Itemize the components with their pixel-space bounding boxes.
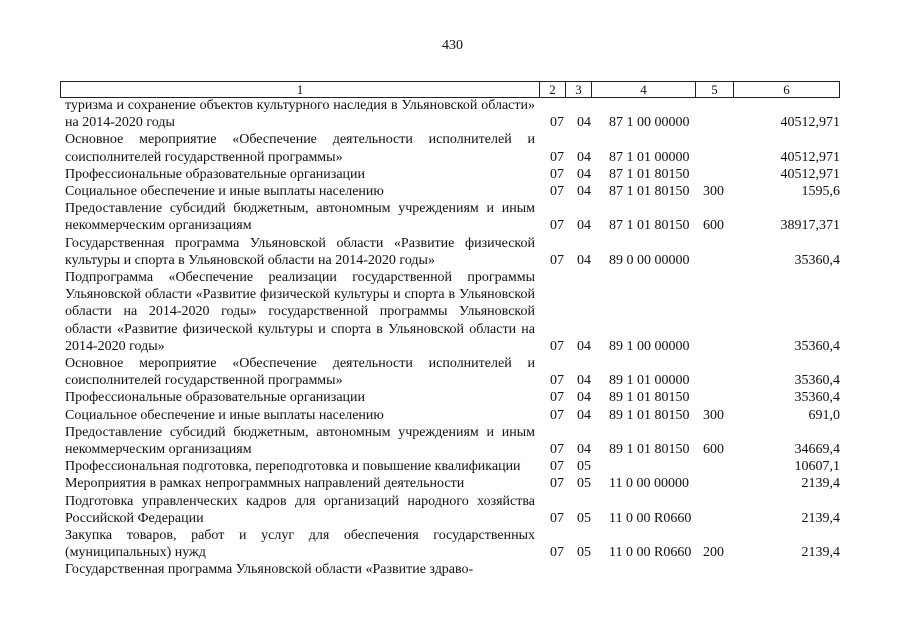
table-body [60, 97, 840, 579]
row-description: Профессиональные образовательные организации [65, 390, 366, 406]
header-col-5: 5 [696, 82, 734, 97]
amount: 691,0 [808, 407, 840, 423]
amount: 35360,4 [794, 373, 840, 389]
subsection-code: 04 [577, 184, 591, 200]
section-code: 07 [550, 218, 564, 234]
table-row [60, 561, 840, 578]
header-col-3: 3 [566, 82, 592, 97]
table-row [60, 166, 840, 183]
section-code: 07 [550, 166, 564, 182]
subsection-code: 04 [577, 252, 591, 268]
row-values [60, 407, 840, 424]
subsection-code: 05 [577, 459, 591, 475]
amount: 35360,4 [794, 252, 840, 268]
header-col-6: 6 [783, 82, 790, 97]
row-description: Основное мероприятие «Обеспечение деятельности исполнителей и соисполнителей государственной программы» [65, 356, 535, 389]
row-description: Мероприятия в рамках непрограммных направлений деятельности [65, 476, 465, 492]
target-article-code: 89 1 01 80150 [609, 407, 690, 423]
target-article-code: 89 1 01 80150 [609, 390, 690, 406]
target-article-code: 11 0 00 R0660 [609, 510, 692, 526]
row-description: Профессиональная подготовка, переподготовка и повышение квалификации [65, 459, 521, 475]
subsection-code: 04 [577, 115, 591, 131]
amount: 35360,4 [794, 338, 840, 354]
section-code: 07 [550, 545, 564, 561]
amount: 1595,6 [801, 184, 840, 200]
row-description: Социальное обеспечение и иные выплаты населению [65, 184, 384, 200]
amount: 2139,4 [801, 510, 840, 526]
row-values [60, 252, 840, 269]
row-description: Основное мероприятие «Обеспечение деятельности исполнителей и соисполнителей государственной программы» [65, 132, 535, 165]
row-values [60, 510, 840, 527]
row-description: туризма и сохранение объектов культурного наследия в Ульяновской области» на 2014-2020 годы [65, 98, 535, 131]
table-row [60, 475, 840, 492]
section-code: 07 [550, 338, 564, 354]
section-code: 07 [550, 476, 564, 492]
amount: 10607,1 [794, 459, 840, 475]
section-code: 07 [550, 373, 564, 389]
target-article-code: 89 0 00 00000 [609, 252, 690, 268]
target-article-code: 11 0 00 R0660 [609, 545, 692, 561]
row-description: Социальное обеспечение и иные выплаты населению [65, 407, 384, 423]
target-article-code: 87 1 01 80150 [609, 166, 690, 182]
target-article-code: 87 1 01 80150 [609, 184, 690, 200]
amount: 40512,971 [780, 166, 840, 182]
target-article-code: 87 1 01 00000 [609, 149, 690, 165]
table-row [60, 269, 840, 355]
target-article-code: 87 1 00 00000 [609, 115, 690, 131]
section-code: 07 [550, 407, 564, 423]
target-article-code: 89 1 01 80150 [609, 442, 690, 458]
header-col-1: 1 [61, 82, 540, 97]
section-code: 07 [550, 390, 564, 406]
amount: 2139,4 [801, 545, 840, 561]
subsection-code: 05 [577, 476, 591, 492]
row-description: Предоставление субсидий бюджетным, автономным учреждениям и иным некоммерческим организациям [65, 201, 535, 234]
subsection-code: 04 [577, 218, 591, 234]
amount: 40512,971 [780, 115, 840, 131]
amount: 34669,4 [794, 442, 840, 458]
subsection-code: 05 [577, 510, 591, 526]
subsection-code: 04 [577, 390, 591, 406]
expense-type-code: 600 [703, 442, 724, 458]
amount: 2139,4 [801, 476, 840, 492]
row-values [60, 475, 840, 492]
table-row [60, 407, 840, 424]
section-code: 07 [550, 459, 564, 475]
table-row [60, 183, 840, 200]
row-values [60, 544, 840, 561]
row-values [60, 183, 840, 200]
row-description: Закупка товаров, работ и услуг для обеспечения государственных (муниципальных) нужд [65, 528, 535, 561]
expense-type-code: 600 [703, 218, 724, 234]
target-article-code: 11 0 00 00000 [609, 476, 689, 492]
table-row [60, 355, 840, 389]
table-row [60, 389, 840, 406]
row-values [60, 372, 840, 389]
row-description: Подготовка управленческих кадров для организаций народного хозяйства Российской Федерации [65, 493, 535, 526]
table-row [60, 527, 840, 561]
subsection-code: 04 [577, 166, 591, 182]
target-article-code: 89 1 01 00000 [609, 373, 690, 389]
row-values [60, 217, 840, 234]
target-article-code: 89 1 00 00000 [609, 338, 690, 354]
expense-type-code: 300 [703, 184, 724, 200]
table-row [60, 131, 840, 165]
row-values [60, 458, 840, 475]
amount: 40512,971 [780, 149, 840, 165]
table-row [60, 235, 840, 269]
page-number: 430 [442, 38, 463, 53]
subsection-code: 04 [577, 442, 591, 458]
subsection-code: 04 [577, 373, 591, 389]
table-header [60, 81, 840, 98]
section-code: 07 [550, 115, 564, 131]
subsection-code: 04 [577, 407, 591, 423]
row-description: Подпрограмма «Обеспечение реализации государственной программы Ульяновской области «Развитие физической культуры и спорта в Ульяновской области на 2014-2020 годы» государственной программы Ульяновской области «Развитие физической культуры и спорта в Ульяновской области на 2014-2020 годы» [65, 270, 535, 354]
target-article-code: 87 1 01 80150 [609, 218, 690, 234]
table-row [60, 424, 840, 458]
row-values [60, 166, 840, 183]
section-code: 07 [550, 510, 564, 526]
subsection-code: 05 [577, 545, 591, 561]
expense-type-code: 300 [703, 407, 724, 423]
row-description: Профессиональные образовательные организации [65, 166, 366, 182]
row-values [60, 389, 840, 406]
header-col-4: 4 [592, 82, 696, 97]
section-code: 07 [550, 184, 564, 200]
row-description: Предоставление субсидий бюджетным, автономным учреждениям и иным некоммерческим организациям [65, 424, 535, 458]
subsection-code: 04 [577, 149, 591, 165]
section-code: 07 [550, 149, 564, 165]
amount: 35360,4 [794, 390, 840, 406]
row-values [60, 149, 840, 166]
table-row [60, 200, 840, 234]
row-values [60, 114, 840, 131]
row-values [60, 441, 840, 458]
header-col-2: 2 [540, 82, 566, 97]
row-description: Государственная программа Ульяновской области «Развитие физической культуры и спорта в Ульяновской области на 2014-2020 годы» [65, 235, 535, 268]
row-description: Государственная программа Ульяновской области «Развитие здраво- [65, 562, 474, 578]
amount: 38917,371 [780, 218, 840, 234]
subsection-code: 04 [577, 338, 591, 354]
section-code: 07 [550, 442, 564, 458]
table-row [60, 493, 840, 527]
row-values [60, 338, 840, 355]
row-values [60, 562, 840, 579]
section-code: 07 [550, 252, 564, 268]
table-row [60, 97, 840, 131]
expense-type-code: 200 [703, 545, 724, 561]
table-row [60, 458, 840, 475]
